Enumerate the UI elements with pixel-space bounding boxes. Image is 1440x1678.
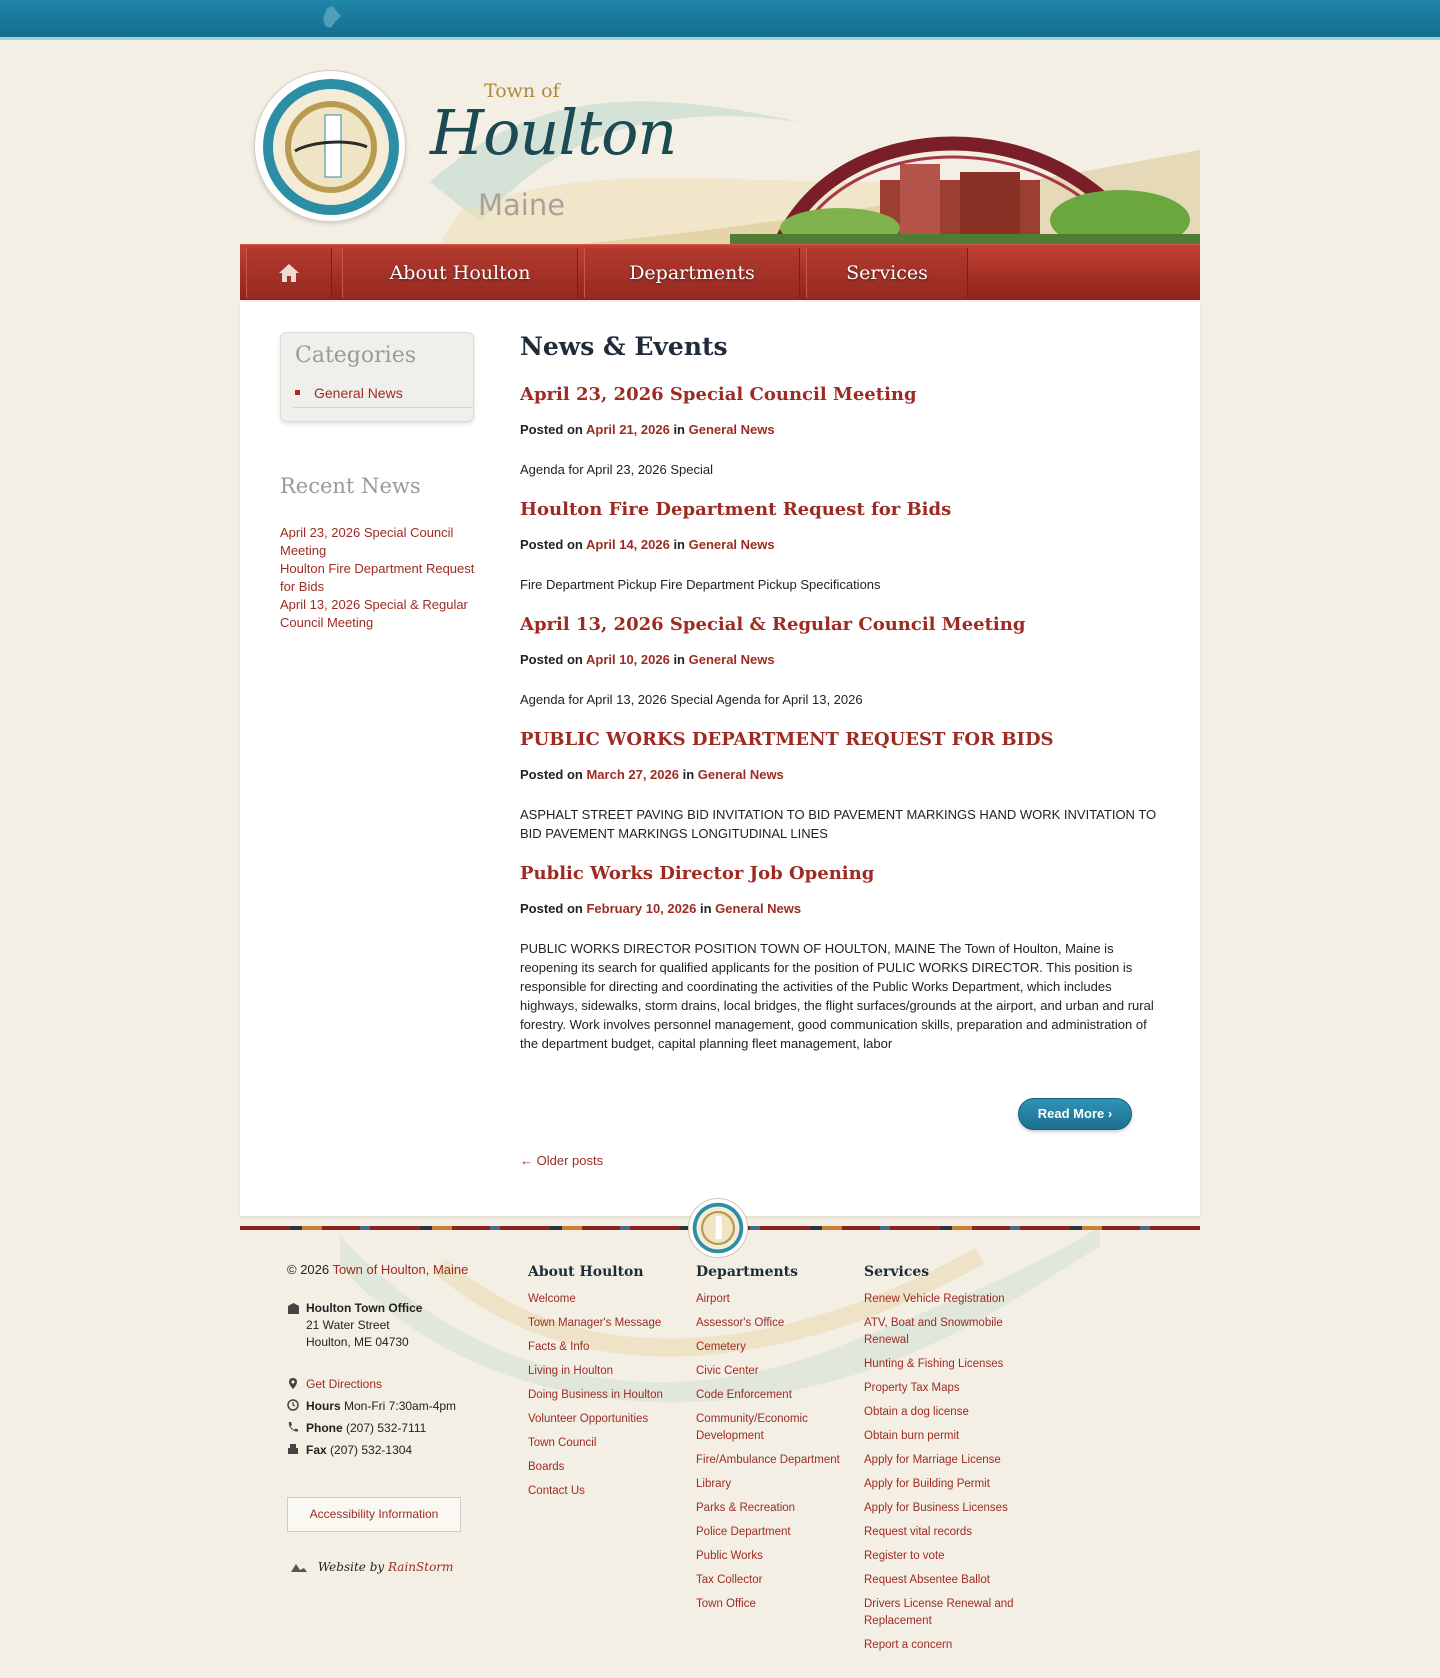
office-city: Houlton, ME 04730 [306,1335,409,1349]
post-category-link[interactable]: General News [688,652,775,667]
footer-link[interactable]: Obtain burn permit [864,1430,960,1442]
footer-link[interactable]: Apply for Building Permit [864,1478,990,1490]
rainstorm-link[interactable]: RainStorm [388,1560,454,1574]
footer-link[interactable]: Town Council [528,1437,597,1449]
footer-link[interactable]: Renew Vehicle Registration [864,1293,1005,1305]
post-meta [520,901,1160,919]
recent-news-link[interactable]: Houlton Fire Department Request for Bids [280,561,475,594]
chevron-right-icon: › [1107,1106,1113,1121]
post-excerpt: Agenda for April 13, 2026 Special Agenda for April 13, 2026 [520,692,863,707]
post-title-link[interactable]: Public Works Director Job Opening [520,863,875,884]
news-post [520,384,1160,479]
footer-link[interactable]: Drivers License Renewal and Replacement [864,1598,1014,1627]
recent-news-link[interactable]: April 13, 2026 Special & Regular Council Meeting [280,597,468,630]
footer-link[interactable]: Police Department [696,1526,791,1538]
in-label: in [673,422,685,437]
news-post [520,499,1160,594]
news-post [520,729,1160,843]
town-seal-small-icon [692,1202,744,1254]
recent-news-link[interactable]: April 23, 2026 Special Council Meeting [280,525,454,558]
footer-link[interactable]: Welcome [528,1293,576,1305]
phone-label: Phone [306,1421,343,1435]
news-post [520,614,1160,709]
posted-on-label: Posted on [520,422,583,437]
hours-row [287,1397,487,1419]
home-icon [278,263,300,283]
post-date-link[interactable]: April 10, 2026 [585,652,670,667]
footer-link[interactable]: Living in Houlton [528,1365,614,1377]
categories-widget [280,332,474,422]
footer-link[interactable]: Request vital records [864,1526,973,1538]
phone-row [287,1419,487,1441]
footer-link[interactable]: ATV, Boat and Snowmobile Renewal [864,1317,1003,1346]
footer-link[interactable]: Contact Us [528,1485,585,1497]
post-excerpt: ASPHALT STREET PAVING BID INVITATION TO BID PAVEMENT MARKINGS HAND WORK INVITATION TO BID PAVEMENT MARKINGS LONGITUDINAL LINES [520,807,1157,841]
footer-link[interactable]: Code Enforcement [696,1389,792,1401]
post-date-link[interactable]: April 21, 2026 [585,422,670,437]
post-date-link[interactable]: February 10, 2026 [586,901,697,916]
town-seal-icon [261,77,401,217]
footer-link[interactable]: Obtain a dog license [864,1406,969,1418]
accessibility-information-button[interactable]: Accessibility Information [287,1497,461,1532]
read-more-button[interactable] [1018,1098,1132,1130]
bridge-illustration [580,110,1200,244]
map-pin-icon [287,1377,299,1390]
fax-value: (207) 532-1304 [330,1443,413,1457]
office-address [287,1300,487,1351]
footer-column-departments [696,1264,856,1620]
footer-column-services [864,1264,1024,1661]
footer-link[interactable]: Library [696,1478,732,1490]
in-label: in [682,767,695,782]
posted-on-label: Posted on [520,901,583,916]
footer-link[interactable]: Register to vote [864,1550,945,1562]
credit-prefix: Website by [317,1560,385,1574]
news-main-column [520,332,1160,1073]
recent-news-list [280,524,478,632]
footer-link[interactable]: Fire/Ambulance Department [696,1454,840,1466]
footer-link[interactable]: Civic Center [696,1365,759,1377]
category-label: General News [314,385,403,401]
post-category-link[interactable]: General News [697,767,784,782]
content-panel [240,302,1200,1216]
footer-column-title: Departments [696,1264,798,1280]
footer-link[interactable]: Apply for Marriage License [864,1454,1001,1466]
get-directions-link[interactable]: Get Directions [306,1377,383,1391]
footer-link[interactable]: Town Manager's Message [528,1317,662,1329]
footer-link[interactable]: Airport [696,1293,730,1305]
fax-icon [287,1443,299,1455]
clock-icon [287,1399,299,1411]
posted-on-label: Posted on [520,537,583,552]
nav-item-departments[interactable]: Departments [584,248,800,298]
footer-link[interactable]: Report a concern [864,1639,953,1651]
post-category-link[interactable]: General News [688,422,775,437]
post-excerpt: Fire Department Pickup Fire Department Pickup Specifications [520,577,881,592]
office-street: 21 Water Street [306,1318,390,1332]
fax-label: Fax [306,1443,327,1457]
main-navigation [240,244,1200,300]
rainstorm-logo-icon [290,1560,308,1574]
footer-link[interactable]: Tax Collector [696,1574,763,1586]
top-bar [0,0,1440,40]
footer-link[interactable]: Request Absentee Ballot [864,1574,990,1586]
footer-column-about [528,1264,688,1507]
phone-value[interactable]: (207) 532-7111 [346,1421,427,1435]
hours-value: Mon-Fri 7:30am-4pm [344,1399,457,1413]
hours-label: Hours [306,1399,341,1413]
recent-news-title: Recent News [280,474,421,498]
nav-home-button[interactable] [246,248,332,298]
post-category-link[interactable]: General News [715,901,802,916]
post-date-link[interactable]: March 27, 2026 [586,767,679,782]
post-excerpt: Agenda for April 23, 2026 Special [520,462,713,477]
footer-link[interactable]: Doing Business in Houlton [528,1389,663,1401]
posted-on-label: Posted on [520,652,583,667]
town-state-text: Maine [478,188,566,222]
nav-item-about-houlton[interactable]: About Houlton [342,248,578,298]
footer-link[interactable]: Town Office [696,1598,756,1610]
read-more-label: Read More [1037,1106,1105,1121]
footer-column-title: About Houlton [528,1264,644,1280]
site-header [240,62,1200,244]
footer-link[interactable]: Boards [528,1461,565,1473]
post-title-link[interactable]: April 13, 2026 Special & Regular Council Meeting [520,614,1026,635]
post-meta [520,652,1160,670]
news-post [520,863,1160,1053]
maine-map-icon [321,6,343,30]
footer-link[interactable]: Property Tax Maps [864,1382,960,1394]
phone-icon [287,1421,299,1433]
town-of-text: Town of [484,80,560,102]
category-link-general-news[interactable] [295,385,403,401]
in-label: in [699,901,712,916]
office-name: Houlton Town Office [306,1301,423,1315]
copyright [287,1262,487,1280]
footer-link[interactable]: Apply for Business Licenses [864,1502,1008,1514]
divider [293,407,473,408]
page-title: News & Events [520,332,728,361]
post-category-link[interactable]: General News [688,537,775,552]
footer-link[interactable]: Facts & Info [528,1341,590,1353]
categories-title: Categories [295,343,416,368]
post-meta [520,767,1160,785]
footer-link[interactable]: Community/Economic Development [696,1413,808,1442]
fax-row [287,1441,487,1463]
post-title-link[interactable]: April 23, 2026 Special Council Meeting [520,384,917,405]
copyright-link[interactable]: Town of Houlton, Maine [332,1262,469,1277]
post-date-link[interactable]: April 14, 2026 [585,537,670,552]
post-title-link[interactable]: Houlton Fire Department Request for Bids [520,499,952,520]
footer-link[interactable]: Hunting & Fishing Licenses [864,1358,1004,1370]
post-meta [520,422,1160,440]
post-title-link[interactable]: PUBLIC WORKS DEPARTMENT REQUEST FOR BIDS [520,729,1054,750]
footer-link[interactable]: Parks & Recreation [696,1502,796,1514]
footer-link[interactable]: Assessor's Office [696,1317,785,1329]
copyright-prefix: © 2026 [287,1262,330,1277]
website-credit [290,1560,453,1574]
footer-link[interactable]: Cemetery [696,1341,746,1353]
footer-contact [287,1262,487,1463]
post-excerpt: PUBLIC WORKS DIRECTOR POSITION TOWN OF HOULTON, MAINE The Town of Houlton, Maine is reopening its search for qualified applicants for the position of PULIC WORKS DIRECTOR. This position is responsible for directing and coordinating the activities of the Public Works Department, which includes highways, sidewalks, storm drains, local bridges, the flight surfaces/grounds at the airport, and urban and rural forestry. Work involves personnel management, good communication skills, preparation and administration of the department budget, capital planning fleet management, labor [520,941,1154,1051]
town-seal-logo[interactable] [254,70,406,222]
in-label: in [673,652,685,667]
directions-row [287,1375,487,1397]
footer-town-seal [688,1198,748,1258]
town-name-logo-text[interactable]: Houlton [430,96,677,169]
post-meta [520,537,1160,555]
in-label: in [673,537,685,552]
footer-link[interactable]: Volunteer Opportunities [528,1413,649,1425]
posted-on-label: Posted on [520,767,583,782]
footer-link[interactable]: Public Works [696,1550,763,1562]
footer-column-title: Services [864,1264,930,1280]
older-posts-link[interactable]: ← Older posts [520,1153,604,1168]
building-icon [287,1302,300,1315]
bullet-icon [295,390,300,395]
nav-item-services[interactable]: Services [806,248,968,298]
